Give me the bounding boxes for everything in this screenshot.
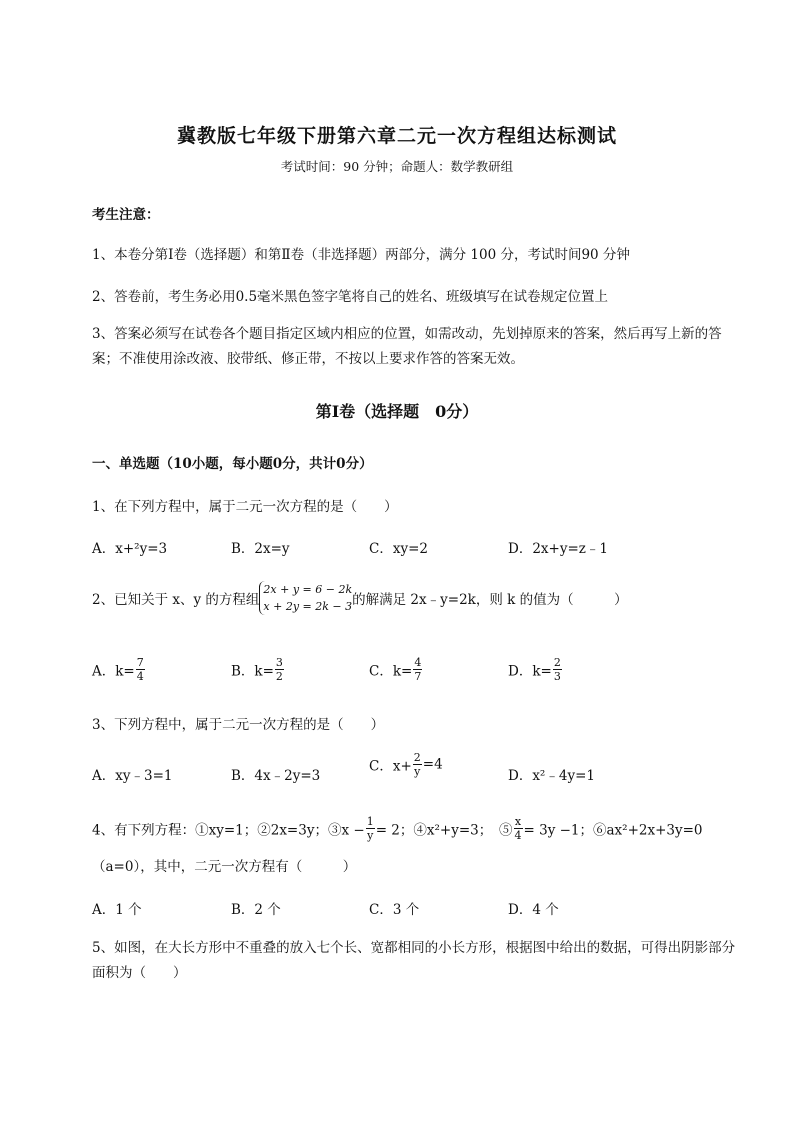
question-1-option-c[interactable]: C．xy=2 (369, 541, 428, 557)
section-title: 第Ⅰ卷（选择题 0分） (315, 402, 479, 421)
note-item-1: 1、本卷分第Ⅰ卷（选择题）和第Ⅱ卷（非选择题）两部分，满分 100 分，考试时间90 分钟 (92, 247, 630, 263)
equation-2: x + 2y = 2k − 3 (263, 600, 353, 613)
numerator: 7 (136, 656, 144, 669)
denominator: 4 (136, 670, 144, 683)
notes-heading: 考生注意： (92, 207, 160, 223)
option-a-label: A．k= (92, 663, 135, 680)
question-1-option-d[interactable]: D．2x+y=z﹣1 (508, 541, 608, 557)
denominator: 4 (514, 829, 522, 842)
numerator: 3 (275, 656, 283, 669)
question-1-option-b[interactable]: B．2x=y (231, 541, 290, 557)
option-c-label: C．x+ (369, 758, 412, 775)
option-b-label: B．k= (231, 663, 274, 680)
question-3-option-b[interactable]: B．4x﹣2y=3 (231, 768, 321, 784)
question-4-line-2: （a=0），其中，二元一次方程有（ ） (92, 859, 357, 875)
question-4-part-1: 4、有下列方程：①xy=1；②2x=3y；③x − (92, 822, 365, 839)
question-3-option-c[interactable] (369, 751, 443, 778)
denominator: 7 (414, 670, 422, 683)
part-title: 一、单选题（10小题，每小题0分，共计0分） (92, 456, 373, 472)
question-3-option-d[interactable]: D．x²﹣4y=1 (508, 768, 595, 784)
denominator: y (414, 765, 421, 778)
fraction (366, 815, 375, 842)
question-4-part-2: = 2；④x²+y=3； ⑤ (375, 822, 513, 839)
page-title: 冀教版七年级下册第六章二元一次方程组达标测试 (176, 125, 617, 147)
numerator: x (514, 815, 522, 828)
question-2-stem-post: 的解满足 2x﹣y=2k，则 k 的值为（ ） (352, 592, 628, 608)
question-3-option-a[interactable]: A．xy﹣3=1 (92, 768, 173, 784)
question-2-option-c[interactable] (369, 656, 423, 683)
numerator: 4 (414, 656, 422, 669)
fraction (413, 751, 422, 778)
question-3-stem: 3、下列方程中，属于二元一次方程的是（ ） (92, 717, 385, 733)
fraction (136, 656, 145, 683)
numerator: 2 (413, 751, 421, 764)
fraction (514, 815, 523, 842)
fraction (275, 656, 284, 683)
question-4-option-c[interactable]: C．3 个 (369, 902, 420, 918)
question-4-option-a[interactable]: A．1 个 (92, 902, 142, 918)
denominator: 2 (275, 670, 283, 683)
note-item-3: 3、答案必须写在试卷各个题目指定区域内相应的位置，如需改动，先划掉原来的答案，然后再写上新的答案；不准使用涂改液、胶带纸、修正带，不按以上要求作答的答案无效。 (92, 326, 722, 367)
option-c-label: C．k= (369, 663, 413, 680)
question-4-option-d[interactable]: D．4 个 (508, 902, 559, 918)
equation-system (259, 581, 352, 615)
note-item-2: 2、答卷前，考生务必用0.5毫米黑色签字笔将自己的姓名、班级填写在试卷规定位置上 (92, 289, 609, 305)
question-2-stem-pre: 2、已知关于 x、y 的方程组 (92, 592, 260, 608)
question-5-stem: 5、如图，在大长方形中不重叠的放入七个长、宽都相同的小长方形，根据图中给出的数据，可得出阴影部分面积为（ ） (92, 940, 736, 981)
denominator: 3 (553, 670, 561, 683)
question-4-option-b[interactable]: B．2 个 (231, 902, 281, 918)
numerator: 2 (553, 656, 561, 669)
fraction (553, 656, 562, 683)
question-1-stem: 1、在下列方程中，属于二元一次方程的是（ ） (92, 499, 398, 515)
question-2-option-a[interactable] (92, 656, 146, 683)
equation-1: 2x + y = 6 − 2k (263, 583, 353, 596)
fraction (413, 656, 422, 683)
option-c-tail: =4 (422, 756, 443, 773)
question-4-part-3: = 3y −1；⑥ax²+2x+3y=0 (523, 822, 703, 839)
exam-subtitle: 考试时间：90 分钟；命题人：数学教研组 (280, 159, 514, 174)
question-2-option-d[interactable] (508, 656, 563, 683)
question-2-stem (92, 581, 628, 615)
question-1-option-a[interactable]: A．x+²y=3 (92, 541, 168, 557)
option-d-label: D．k= (508, 663, 552, 680)
question-4-stem (92, 815, 703, 842)
question-2-option-b[interactable] (231, 656, 285, 683)
denominator: y (367, 829, 374, 842)
numerator: 1 (366, 815, 374, 828)
